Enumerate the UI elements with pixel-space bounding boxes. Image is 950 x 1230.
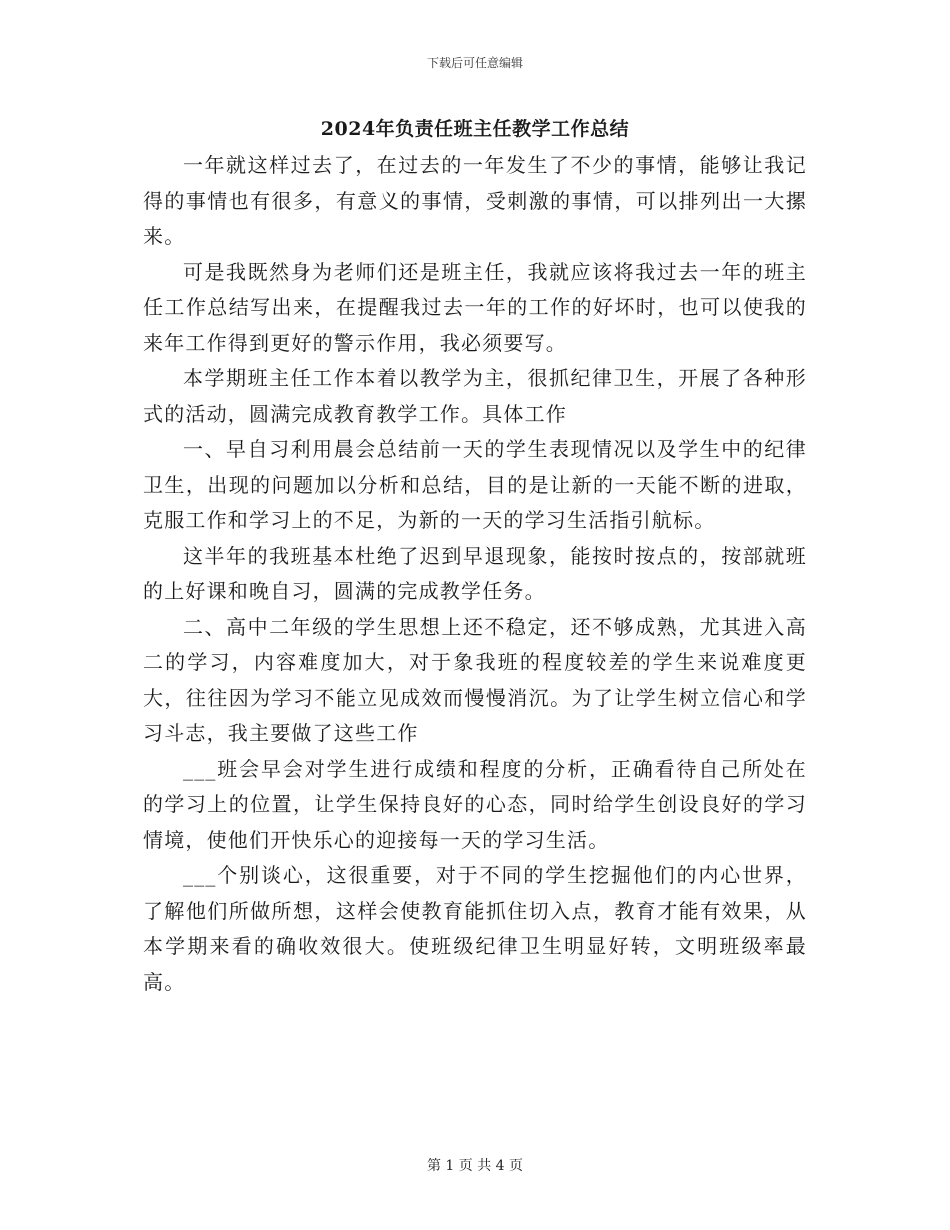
document-body [143, 148, 807, 1000]
paragraph: 本学期班主任工作本着以教学为主，很抓纪律卫生，开展了各种形式的活动，圆满完成教育教学工作。具体工作 [143, 366, 807, 426]
paragraph: 二、高中二年级的学生思想上还不稳定，还不够成熟，尤其进入高二的学习，内容难度加大，对于象我班的程度较差的学生来说难度更大，往往因为学习不能立见成效而慢慢消沉。为了让学生树立信心和学习斗志，我主要做了这些工作 [143, 614, 807, 745]
document-title: 2024年负责任班主任教学工作总结 [320, 118, 630, 140]
paragraph: 一年就这样过去了，在过去的一年发生了不少的事情，能够让我记得的事情也有很多，有意义的事情，受刺激的事情，可以排列出一大摞来。 [143, 153, 807, 248]
header-note: 下载后可任意编辑 [426, 56, 523, 70]
paragraph: 可是我既然身为老师们还是班主任，我就应该将我过去一年的班主任工作总结写出来，在提醒我过去一年的工作的好坏时，也可以使我的来年工作得到更好的警示作用，我必须要写。 [143, 259, 807, 355]
paragraph: ___班会早会对学生进行成绩和程度的分析，正确看待自己所处在的学习上的位置，让学生保持良好的心态，同时给学生创设良好的学习情境，使他们开快乐心的迎接每一天的学习生活。 [143, 756, 807, 852]
page-number: 第 1 页 共 4 页 [426, 1158, 524, 1174]
paragraph: 一、早自习利用晨会总结前一天的学生表现情况以及学生中的纪律卫生，出现的问题加以分析和总结，目的是让新的一天能不断的进取，克服工作和学习上的不足，为新的一天的学习生活指引航标。 [143, 437, 807, 532]
paragraph: 这半年的我班基本杜绝了迟到早退现象，能按时按点的，按部就班的上好课和晚自习，圆满的完成教学任务。 [143, 543, 807, 603]
paragraph: ___个别谈心，这很重要，对于不同的学生挖掘他们的内心世界，了解他们所做所想，这样会使教育能抓住切入点，教育才能有效果，从本学期来看的确收效很大。使班级纪律卫生明显好转，文明班级率最高。 [143, 863, 807, 994]
